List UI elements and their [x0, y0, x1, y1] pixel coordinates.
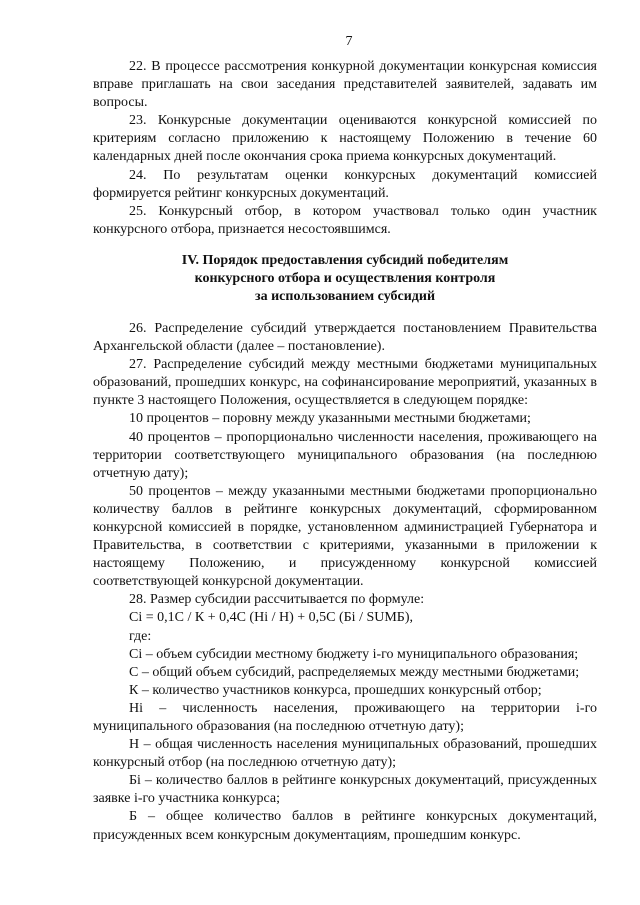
subsidy-formula: Сi = 0,1С / К + 0,4С (Нi / Н) + 0,5С (Бi / SUMБ), [129, 610, 414, 626]
paragraph-27-50-percent: 50 процентов – между указанными местными бюджетами пропорционально количеству баллов в рейтинге конкурсных документаций, сформированном конкурсной комиссией в порядке, установленном администрацией Губернатора и Правительства, в соответствии с критериями, указанными в приложении к настоящему Положению, и присужденному конкурсной комиссией соответствующей конкурсной документации. [93, 483, 597, 590]
heading-line-2: конкурсного отбора и осуществления контроля [194, 270, 496, 286]
section-heading [93, 252, 597, 306]
page-number: 7 [345, 34, 353, 49]
definition-n: Н – общая численность населения муниципальных образований, прошедших конкурсный отбор (на последнюю отчетную дату); [93, 737, 597, 771]
definition-bi: Бi – количество баллов в рейтинге конкурсных документаций, присужденных заявке i-го участника конкурса; [93, 773, 597, 807]
paragraph-24: 24. По результатам оценки конкурсных документаций комиссией формируется рейтинг конкурсных документаций. [93, 167, 597, 201]
definition-c: С – общий объем субсидий, распределяемых между местными бюджетами; [129, 664, 580, 680]
heading-line-1: IV. Порядок предоставления субсидий победителям [181, 252, 509, 268]
definition-ci: Сi – объем субсидии местному бюджету i-го муниципального образования; [129, 646, 579, 662]
where-label: где: [129, 628, 152, 644]
paragraph-25: 25. Конкурсный отбор, в котором участвовал только один участник конкурсного отбора, признается несостоявшимся. [93, 203, 597, 237]
definition-k: К – количество участников конкурса, прошедших конкурсный отбор; [129, 682, 542, 698]
heading-line-3: за использованием субсидий [254, 288, 436, 304]
paragraph-23: 23. Конкурсные документации оцениваются конкурсной комиссией по критериям согласно приложению к настоящему Положению в течение 60 календарных дней после окончания срока приема конкурсных документаций. [93, 113, 597, 165]
paragraph-27: 27. Распределение субсидий между местными бюджетами муниципальных образований, прошедших конкурс, на софинансирование мероприятий, указанных в пункте 3 настоящего Положения, осуществляется в следующем порядке: [93, 357, 597, 409]
paragraph-26: 26. Распределение субсидий утверждается постановлением Правительства Архангельской области (далее – постановление). [93, 320, 597, 355]
definition-b: Б – общее количество баллов в рейтинге конкурсных документаций, присужденных всем конкурсным документациям, прошедшим конкурс. [93, 809, 597, 843]
paragraph-22: 22. В процессе рассмотрения конкурной документации конкурсная комиссия вправе приглашать на свои заседания представителей заявителей, задавать им вопросы. [93, 59, 597, 111]
definition-ni: Нi – численность населения, проживающего на территории i-го муниципального образования (на последнюю отчетную дату); [93, 700, 597, 734]
paragraph-28: 28. Размер субсидии рассчитывается по формуле: [129, 592, 425, 608]
paragraph-27-10-percent: 10 процентов – поровну между указанными местными бюджетами; [129, 411, 531, 427]
paragraph-27-40-percent: 40 процентов – пропорционально численности населения, проживающего на территории соответствующего муниципального образования (на последнюю отчетную дату); [93, 429, 597, 481]
